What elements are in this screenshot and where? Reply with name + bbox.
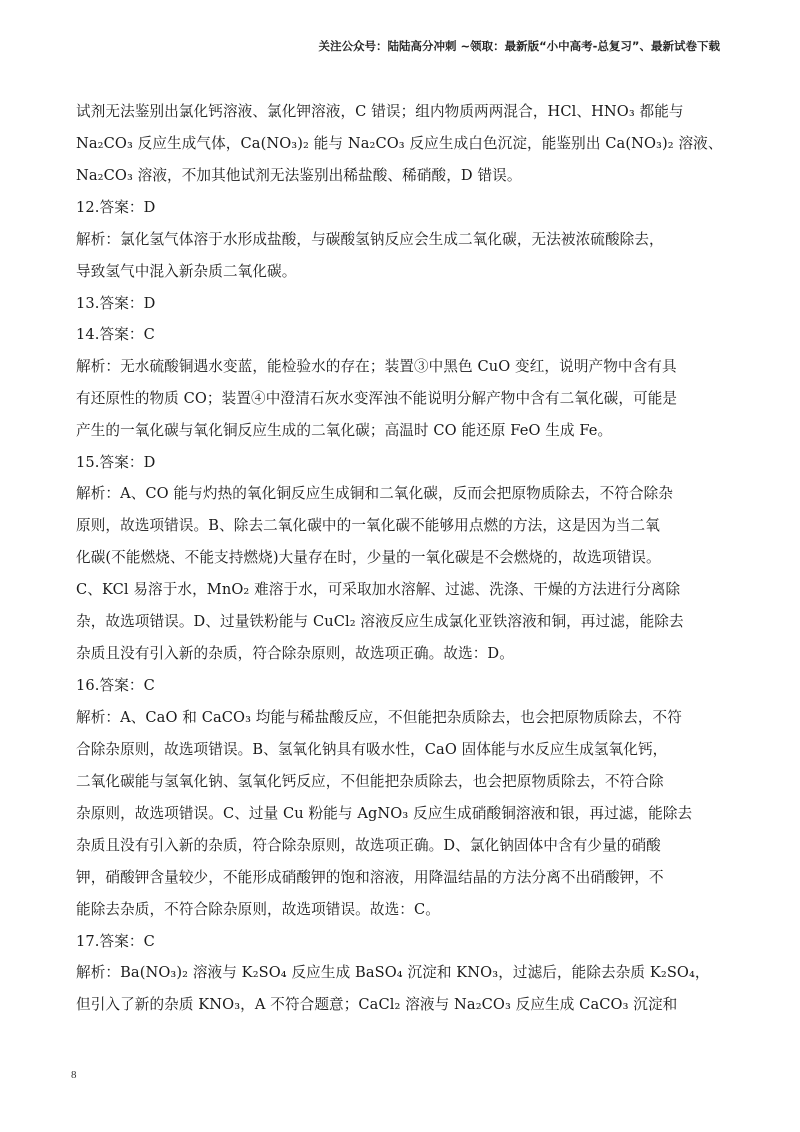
text-line: 解析：Ba(NO₃)₂ 溶液与 K₂SO₄ 反应生成 BaSO₄ 沉淀和 KNO₃，过滤后，能除去杂质 K₂SO₄， <box>76 964 710 981</box>
text-line: 产生的一氧化碳与氧化铜反应生成的二氧化碳；高温时 CO 能还原 FeO 生成 Fe。 <box>76 421 613 439</box>
answer-heading-12: 12.答案：D <box>76 199 156 216</box>
text-line: 原则，故选项错误。B、除去二氧化碳中的一氧化碳不能够用点燃的方法，这是因为当二氧 <box>76 517 660 534</box>
text-line: 化碳(不能燃烧、不能支持燃烧)大量存在时，少量的一氧化碳是不会燃烧的，故选项错误。 <box>76 549 661 566</box>
text-line: 能除去杂质，不符合除杂原则，故选项错误。故选：C。 <box>76 900 440 918</box>
answer-heading-13: 13.答案：D <box>76 294 156 312</box>
page-header: 关注公众号：陆陆高分冲刺 ~领取：最新版“小中高考-总复习”、最新试卷下载 <box>318 39 720 53</box>
answer-heading-16: 16.答案：C <box>76 677 155 694</box>
text-line: 解析：A、CO 能与灼热的氧化铜反应生成铜和二氧化碳，反而会把原物质除去，不符合除杂 <box>76 485 674 502</box>
text-line: 但引入了新的杂质 KNO₃，A 不符合题意；CaCl₂ 溶液与 Na₂CO₃ 反应生成 CaCO₃ 沉淀和 <box>76 996 678 1013</box>
text-line: Na₂CO₃ 溶液，不加其他试剂无法鉴别出稀盐酸、稀硝酸，D 错误。 <box>76 167 522 184</box>
text-line: 杂原则，故选项错误。C、过量 Cu 粉能与 AgNO₃ 反应生成硝酸铜溶液和银，再过滤，能除去 <box>76 804 693 822</box>
text-line: 解析：A、CaO 和 CaCO₃ 均能与稀盐酸反应，不但能把杂质除去，也会把原物质除去，不符 <box>76 708 682 726</box>
text-line: 有还原性的物质 CO；装置④中澄清石灰水变浑浊不能说明分解产物中含有二氧化碳，可能是 <box>76 389 678 407</box>
answer-heading-17: 17.答案：C <box>76 932 155 950</box>
text-line: 杂质且没有引入新的杂质，符合除杂原则，故选项正确。D、氯化钠固体中含有少量的硝酸 <box>76 836 661 854</box>
answer-heading-15: 15.答案：D <box>76 453 156 471</box>
text-line: 钾，硝酸钾含量较少，不能形成硝酸钾的饱和溶液，用降温结晶的方法分离不出硝酸钾，不 <box>76 868 664 886</box>
text-line: Na₂CO₃ 反应生成气体，Ca(NO₃)₂ 能与 Na₂CO₃ 反应生成白色沉淀，能鉴别出 Ca(NO₃)₂ 溶液、 <box>76 135 723 152</box>
answer-text-body <box>76 96 724 1021</box>
text-line: 导致氢气中混入新杂质二氧化碳。 <box>76 262 297 280</box>
page-number: 8 <box>71 1069 77 1081</box>
text-line: 试剂无法鉴别出氯化钙溶液、氯化钾溶液，C 错误；组内物质两两混合，HCl、HNO₃ 都能与 <box>76 103 684 120</box>
text-line: 解析：氯化氢气体溶于水形成盐酸，与碳酸氢钠反应会生成二氧化碳，无法被浓硫酸除去， <box>76 230 664 248</box>
text-line: 解析：无水硫酸铜遇水变蓝，能检验水的存在；装置③中黑色 CuO 变红，说明产物中含有具 <box>76 357 677 375</box>
text-line: 杂，故选项错误。D、过量铁粉能与 CuCl₂ 溶液反应生成氯化亚铁溶液和铜，再过滤，能除去 <box>76 613 684 630</box>
text-line: 合除杂原则，故选项错误。B、氢氧化钠具有吸水性，CaO 固体能与水反应生成氢氧化钙， <box>76 740 668 758</box>
text-line: 二氧化碳能与氢氧化钠、氢氧化钙反应，不但能把杂质除去，也会把原物质除去，不符合除 <box>76 772 664 790</box>
text-line: C、KCl 易溶于水，MnO₂ 难溶于水，可采取加水溶解、过滤、洗涤、干燥的方法进行分离除 <box>76 581 681 598</box>
text-line: 杂质且没有引入新的杂质，符合除杂原则，故选项正确。故选：D。 <box>76 645 514 662</box>
answer-heading-14: 14.答案：C <box>76 326 155 343</box>
